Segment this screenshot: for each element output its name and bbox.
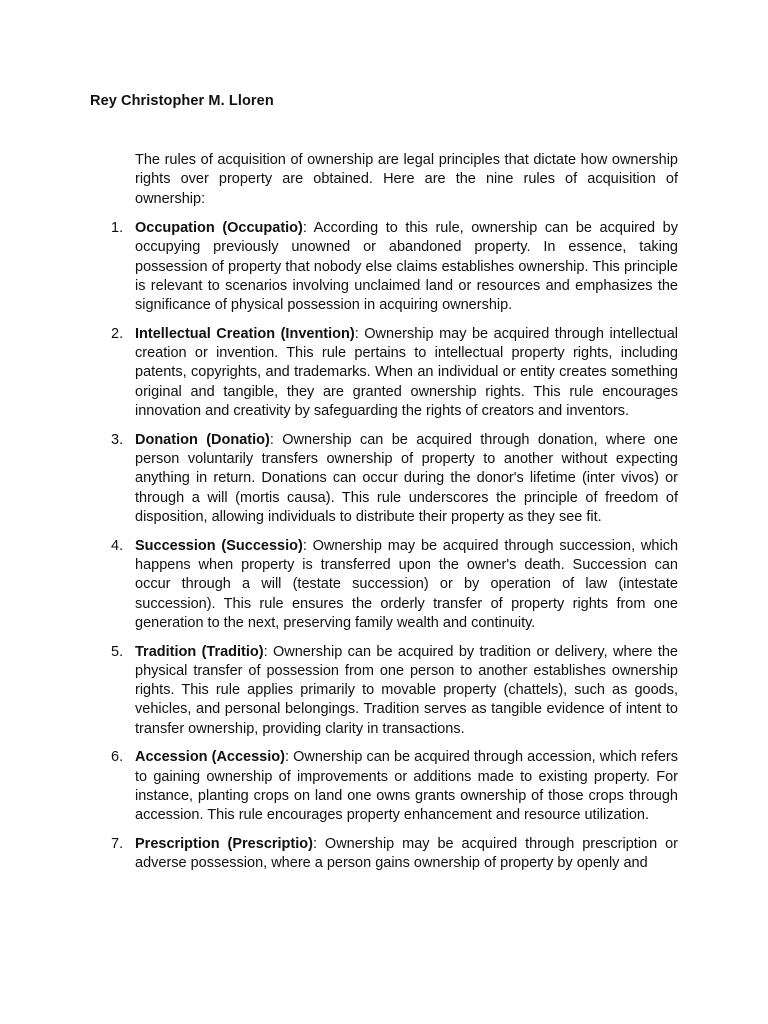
rule-item [111, 219, 678, 315]
rule-item [111, 835, 678, 874]
rule-term: Intellectual Creation (Invention) [135, 325, 355, 342]
rule-term: Occupation (Occupatio) [135, 220, 303, 236]
author-name: Rey Christopher M. Lloren [90, 93, 274, 109]
rule-number: 3. [111, 431, 124, 448]
rule-item [111, 431, 678, 527]
rule-number: 6. [111, 749, 124, 766]
rules-list [111, 219, 679, 883]
rule-term: Prescription (Prescriptio) [135, 835, 313, 852]
intro-paragraph: The rules of acquisition of ownership are legal principles that dictate how ownership rights over property are obtained. Here are the nine rules of acquisition of ownership: [135, 152, 678, 207]
rule-text: : Ownership may be acquired through prescription or adverse possession, where a person gains ownership of property by openly and [135, 835, 678, 872]
rule-item [111, 643, 678, 739]
rule-text: : According to this rule, ownership can be acquired by occupying previously unowned or abandoned property. In essence, taking possession of property that nobody else claims establishes ownership. This principle is relevant to scenarios involving unclaimed land or resources and emphasizes the significance of physical possession in acquiring ownership. [135, 220, 678, 314]
rule-number: 2. [111, 325, 124, 342]
rule-item [111, 748, 678, 825]
rule-term: Accession (Accessio) [135, 749, 285, 766]
rule-number: 1. [111, 220, 124, 236]
rule-term: Donation (Donatio) [135, 431, 270, 448]
rule-number: 5. [111, 643, 124, 660]
rule-text: : Ownership may be acquired through intellectual creation or invention. This rule pertains to intellectual property rights, including patents, copyrights, and trademarks. When an individual or entity creates something original and tangible, they are granted ownership rights. This rule encourages innovation and creativity by safeguarding the rights of creators and inventors. [135, 325, 678, 420]
rule-text: : Ownership may be acquired through succession, which happens when property is transferred upon the owner's death. Succession can occur through a will (testate succession) or by operation of law (intestate succession). This rule ensures the orderly transfer of property rights from one generation to the next, preserving family wealth and continuity. [135, 537, 679, 631]
rule-term: Succession (Successio) [135, 537, 303, 554]
rule-text: : Ownership can be acquired through accession, which refers to gaining ownership of improvements or additions made to existing property. For instance, planting crops on land one owns grants ownership of those crops through accession. This rule encourages property enhancement and resource utilization. [135, 749, 678, 824]
rule-number: 4. [111, 537, 124, 554]
rule-text: : Ownership can be acquired by tradition or delivery, where the physical transfer of possession from one person to another establishes ownership rights. This rule applies primarily to movable property (chattels), such as goods, vehicles, and personal belongings. Tradition serves as tangible evidence of intent to transfer ownership, providing clarity in transactions. [135, 643, 678, 737]
rule-item [111, 325, 678, 421]
rule-text: : Ownership can be acquired through donation, where one person voluntarily transfers ownership of property to another without expecting anything in return. Donations can occur during the donor's lifetime (inter vivos) or through a will (mortis causa). This rule underscores the principle of freedom of disposition, allowing individuals to distribute their property as they see fit. [135, 431, 678, 525]
rule-number: 7. [111, 835, 124, 852]
rule-item [111, 537, 679, 633]
rule-term: Tradition (Traditio) [135, 643, 264, 660]
